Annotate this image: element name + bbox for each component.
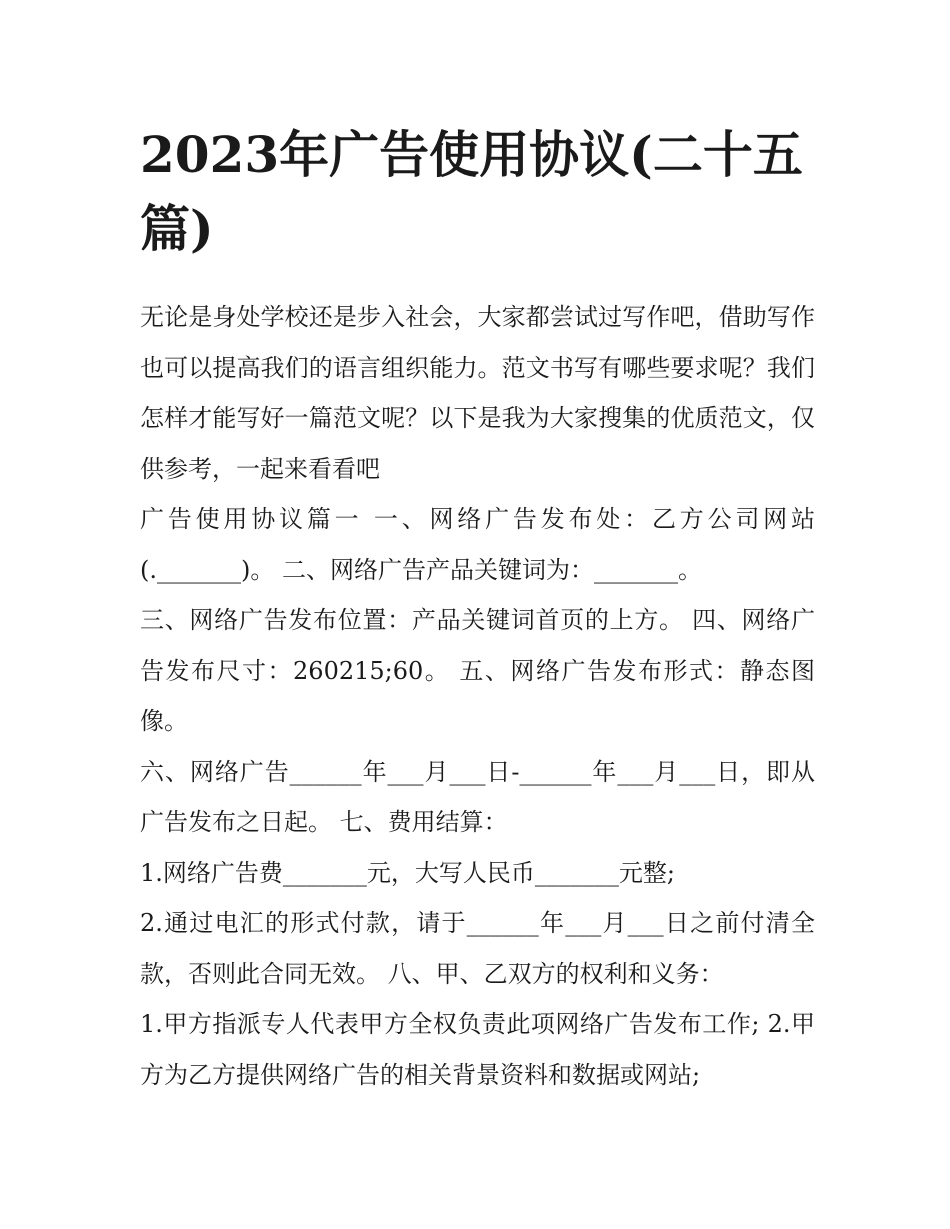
intro-paragraph: 无论是身处学校还是步入社会，大家都尝试过写作吧，借助写作也可以提高我们的语言组织能力。范文书写有哪些要求呢？我们怎样才能写好一篇范文呢？以下是我为大家搜集的优质范文，仅供参考，一起来看看吧 bbox=[140, 303, 815, 483]
document-page bbox=[140, 118, 815, 1100]
clause-paragraph: 广告使用协议篇一 一、网络广告发布处：乙方公司网站(._______)。 二、网络广告产品关键词为：_______。 bbox=[140, 505, 815, 584]
clause-paragraph: 三、网络广告发布位置：产品关键词首页的上方。 四、网络广告发布尺寸：260215;60。 五、网络广告发布形式：静态图像。 bbox=[140, 606, 815, 735]
clause-paragraph: 1.甲方指派专人代表甲方全权负责此项网络广告发布工作; 2.甲方为乙方提供网络广告的相关背景资料和数据或网站; bbox=[140, 1010, 815, 1089]
clause-paragraph: 六、网络广告______年___月___日-______年___月___日，即从广告发布之日起。 七、费用结算： bbox=[140, 757, 815, 836]
document-title: 2023年广告使用协议(二十五篇) bbox=[140, 125, 803, 258]
clause-paragraph: 2.通过电汇的形式付款，请于______年___月___日之前付清全款，否则此合同无效。 八、甲、乙双方的权利和义务： bbox=[140, 909, 815, 988]
clause-paragraph: 1.网络广告费_______元，大写人民币_______元整; bbox=[140, 858, 675, 887]
